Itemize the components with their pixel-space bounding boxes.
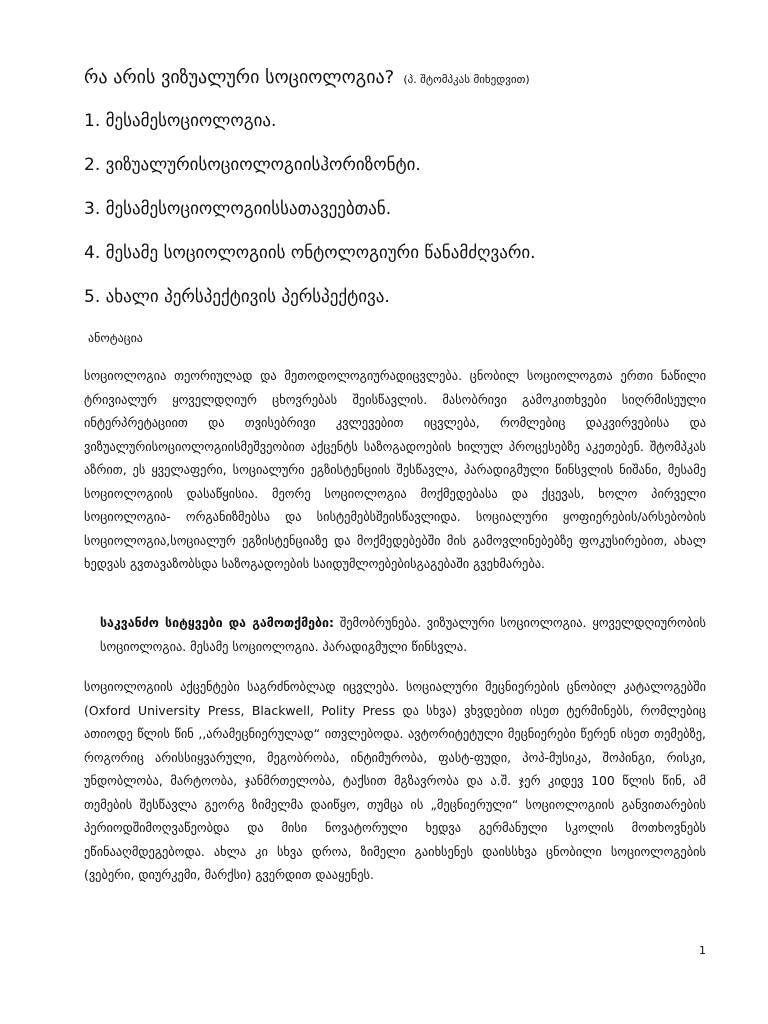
keywords-paragraph: [100, 611, 706, 658]
document-title: [84, 67, 530, 88]
title-author-note: (პ. შტომპკას მიხედვით): [403, 73, 530, 86]
keywords-text: შემობრუნება. ვიზუალური სოციოლოგია. ყოველდღიურობის სოციოლოგია. მესამე სოციოლოგია. პარადიგმული წინსვლა.: [100, 615, 706, 654]
body-paragraph: სოციოლოგიის აქცენტები საგრძნობლად იცვლება. სოციალური მეცნიერების ცნობილ კატალოგებში (Oxford University Press, Blackwell, Polity Press და სხვა) ვხვდებით ისეთ ტერმინებს, რომლებიც ათიოდე წლის წინ ,,არამეცნიერულად“ ითვლებოდა. ავტორიტეტული მეცნიერები წერენ ისეთ თემებზე, როგორიც არისსიყვარული, მეგობრობა, ინტიმურობა, ფასტ-ფუდი, პოპ-მუსიკა, შოპინგი, რისკი, უნდობლობა, მარტოობა, ჯანმრთელობა, ტაქსით მგზავრობა და ა.შ. ჯერ კიდევ 100 წლის წინ, ამ თემების შესწავლა გეორგ ზიმელმა დაიწყო, თუმცა ის „მეცნიერული“ სოციოლოგიის განვითარების პერიოდშიმოღვაწეობდა და მისი ნოვატორული ხედვა გერმანული სკოლის მოთხოვნებს ეწინააღმდეგებოდა. ახლა კი სხვა დროა, ზიმელი გაიხსენეს დაისსხვა ცნობილი სოციოლოგების (ვებერი, დიურკემი, მარქსი) გვერდით დააყენეს.: [84, 679, 706, 882]
toc-item-3: 3. მესამესოციოლოგიისსათავეებთან.: [84, 199, 392, 219]
toc-item-4: 4. მესამე სოციოლოგიის ონტოლოგიური წანამძღვარი.: [84, 243, 536, 263]
page-number: 1: [699, 944, 706, 957]
annotation-heading: ანოტაცია: [88, 331, 143, 345]
toc-item-5: 5. ახალი პერსპექტივის პერსპექტივა.: [84, 287, 390, 307]
abstract-paragraph: სოციოლოგია თეორიულად და მეთოდოლოგიურადიცვლება. ცნობილ სოციოლოგთა ერთი ნაწილი ტრივიალურ ყოველდღიურ ცხოვრებას შეისწავლის. მასობრივი გამოკითხვები სიღრმისეული ინტერპრეტაციით და თვისებრივი კვლევებით იცვლება, რომლებიც დაკვირვებისა და ვიზუალურისოციოლოგიისმეშვეობით აქცენტს საზოგადოების ხილულ პროცესებზე აკეთებენ. შტომპკას აზრით, ეს ყველაფერი, სოციალური ეგზისტენციის შესწავლა, პარადიგმული წინსვლის ნიშანი, მესამე სოციოლოგიის დასაწყისია. მეორე სოციოლოგია მოქმედებასა და ქცევას, ხოლო პირველი სოციოლოგია- ორგანიზმებსა და სისტემებსშეისწავლიდა. სოციალური ყოფიერების/არსებობის სოციოლოგია,სოციალურ ეგზისტენციაზე და მოქმედებებში მის გამოვლინებებზე ფოკუსირებით, ახალ ხედვას გვთავაზობსდა საზოგადოების საიდუმლოებებისგაგებაში გვეხმარება.: [84, 368, 706, 571]
toc-item-2: 2. ვიზუალურისოციოლოგიისჰორიზონტი.: [84, 155, 421, 175]
toc-item-1: 1. მესამესოციოლოგია.: [84, 111, 277, 131]
title-main: რა არის ვიზუალური სოციოლოგია?: [84, 67, 395, 88]
keywords-label: საკვანძო სიტყვები და გამოთქმები:: [100, 615, 334, 630]
